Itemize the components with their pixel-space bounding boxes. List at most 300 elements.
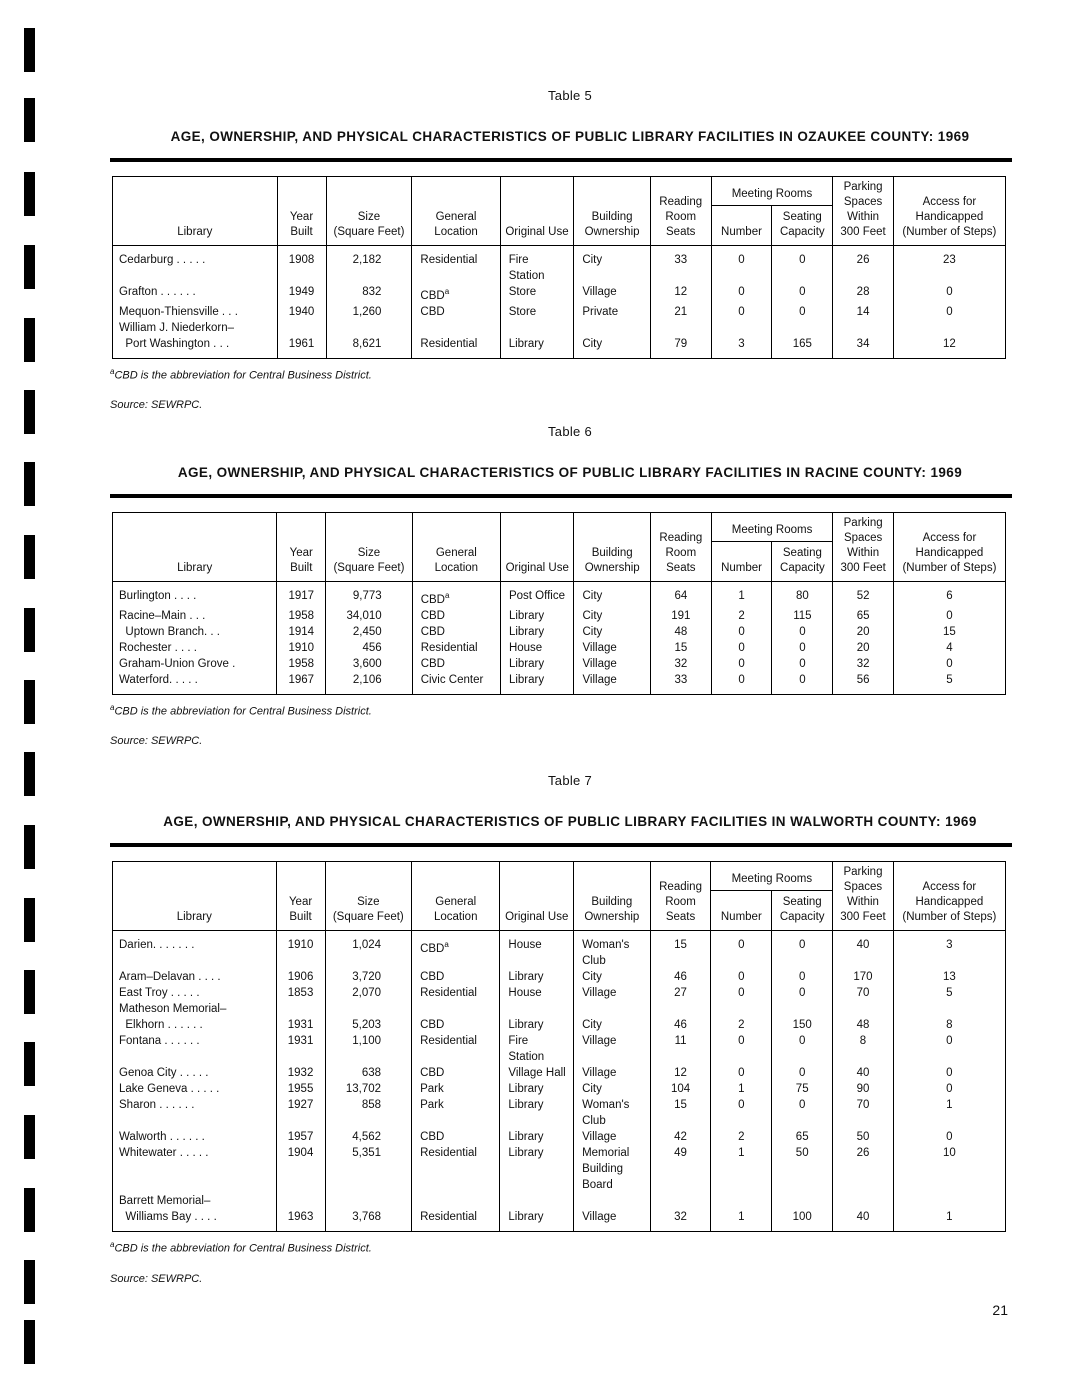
meeting-rooms-capacity: 0 <box>772 1097 833 1129</box>
binder-mark <box>24 98 35 142</box>
meeting-rooms-number: 0 <box>711 985 772 1001</box>
meeting-rooms-number: 1 <box>711 1145 772 1193</box>
library-name <box>113 284 278 304</box>
meeting-rooms-capacity: 80 <box>772 582 833 608</box>
original-use: Library <box>500 1001 574 1033</box>
table-row <box>113 1065 1006 1081</box>
general-location: Residential <box>412 246 500 285</box>
header-original-use: Original Use <box>500 862 574 931</box>
original-use: Library <box>500 1145 574 1193</box>
original-use: House <box>500 640 574 656</box>
year-built: 1949 <box>277 284 326 304</box>
header-meeting-rooms: Meeting Rooms <box>711 177 833 206</box>
original-use: House <box>500 985 574 1001</box>
library-name <box>113 624 277 640</box>
library-name-line: Genoa City . . . . . <box>119 1067 209 1079</box>
parking-spaces: 70 <box>833 1097 894 1129</box>
original-use: Library <box>500 672 574 695</box>
general-location: Residential <box>412 1193 500 1232</box>
library-name <box>113 608 277 624</box>
meeting-rooms-capacity: 0 <box>772 931 833 970</box>
size-sqft: 3,600 <box>326 656 412 672</box>
table-row <box>113 1145 1006 1193</box>
library-name-line: Williams Bay . . . . <box>119 1211 217 1223</box>
general-location: Residential <box>412 640 500 656</box>
access-steps: 12 <box>893 320 1005 359</box>
binder-mark <box>24 1260 35 1304</box>
building-ownership: Village <box>574 1193 651 1232</box>
size-sqft: 5,203 <box>325 1001 412 1033</box>
year-built: 1961 <box>277 320 326 359</box>
header-size: Size (Square Feet) <box>326 177 412 246</box>
header-meeting-number: Number <box>711 206 772 246</box>
access-steps: 1 <box>893 1193 1005 1232</box>
library-name <box>113 320 278 359</box>
meeting-rooms-capacity: 0 <box>772 640 833 656</box>
meeting-rooms-capacity: 50 <box>772 1145 833 1193</box>
footnote: $^a$CBD is the abbreviation for Central Business District. <box>110 366 372 382</box>
table-row <box>113 1081 1006 1097</box>
source-note: Source: SEWRPC. <box>110 1272 203 1285</box>
meeting-rooms-number: 0 <box>711 1033 772 1065</box>
size-sqft: 832 <box>326 284 412 304</box>
access-steps: 0 <box>893 1065 1005 1081</box>
meeting-rooms-number: 0 <box>711 246 772 285</box>
original-use: Library <box>500 1193 574 1232</box>
binder-mark <box>24 535 35 579</box>
reading-room-seats: 33 <box>650 246 711 285</box>
meeting-rooms-capacity: 0 <box>772 624 833 640</box>
library-table <box>112 512 1006 695</box>
table-row <box>113 1193 1006 1232</box>
access-steps: 6 <box>893 582 1005 608</box>
table-row <box>113 1129 1006 1145</box>
binder-mark <box>24 898 35 942</box>
general-location: CBD <box>412 1065 500 1081</box>
library-name <box>113 985 277 1001</box>
header-size: Size (Square Feet) <box>326 513 412 582</box>
header-reading-room-seats: Reading Room Seats <box>650 513 711 582</box>
table-rule <box>110 158 1012 162</box>
binder-mark <box>24 28 35 72</box>
header-original-use: Original Use <box>500 513 574 582</box>
size-sqft: 1,260 <box>326 304 412 320</box>
reading-room-seats: 21 <box>650 304 711 320</box>
original-use: Library <box>500 1097 574 1129</box>
reading-room-seats: 48 <box>650 624 711 640</box>
parking-spaces: 14 <box>833 304 893 320</box>
parking-spaces: 90 <box>833 1081 894 1097</box>
original-use: Fire Station <box>500 1033 574 1065</box>
footnote-marker: a <box>110 702 115 712</box>
meeting-rooms-number: 2 <box>711 1129 772 1145</box>
header-parking-spaces: Parking Spaces Within 300 Feet <box>833 862 894 931</box>
general-location: CBD <box>412 304 500 320</box>
building-ownership: Private <box>574 304 650 320</box>
binder-mark <box>24 970 35 1014</box>
building-ownership: Woman's Club <box>574 931 651 970</box>
library-name <box>113 1001 277 1033</box>
meeting-rooms-number: 0 <box>711 640 772 656</box>
meeting-rooms-capacity: 0 <box>772 985 833 1001</box>
parking-spaces: 26 <box>833 246 893 285</box>
library-name-line: Rochester . . . . <box>119 641 197 654</box>
table-block <box>110 424 1010 747</box>
meeting-rooms-number: 1 <box>711 1081 772 1097</box>
binder-mark <box>24 825 35 869</box>
header-meeting-capacity: Seating Capacity <box>772 542 833 582</box>
header-size: Size (Square Feet) <box>325 862 412 931</box>
building-ownership: City <box>574 246 650 285</box>
header-meeting-capacity: Seating Capacity <box>772 891 833 931</box>
header-year-built: Year Built <box>277 177 326 246</box>
meeting-rooms-capacity: 0 <box>772 672 833 695</box>
reading-room-seats: 12 <box>650 284 711 304</box>
table-row <box>113 608 1006 624</box>
access-steps: 0 <box>893 1129 1005 1145</box>
library-name-line: Whitewater . . . . . <box>119 1147 209 1159</box>
access-steps: 0 <box>893 304 1005 320</box>
parking-spaces: 34 <box>833 320 893 359</box>
building-ownership: City <box>574 969 651 985</box>
year-built: 1932 <box>276 1065 325 1081</box>
library-name <box>113 1129 277 1145</box>
access-steps: 5 <box>893 985 1005 1001</box>
binder-mark <box>24 1188 35 1232</box>
access-steps: 0 <box>893 1033 1005 1065</box>
reading-room-seats: 79 <box>650 320 711 359</box>
footnote-marker: a <box>444 591 450 600</box>
reading-room-seats: 15 <box>650 931 711 970</box>
general-location: CBD <box>412 969 500 985</box>
building-ownership: Village <box>574 656 650 672</box>
size-sqft: 638 <box>325 1065 412 1081</box>
library-name-line: Lake Geneva . . . . . <box>119 1083 220 1095</box>
size-sqft: 1,100 <box>325 1033 412 1065</box>
building-ownership: City <box>574 1081 651 1097</box>
table-row <box>113 320 1006 359</box>
library-name-line: Fontana . . . . . . <box>119 1035 200 1047</box>
header-library: Library <box>113 862 277 931</box>
size-sqft: 3,768 <box>325 1193 412 1232</box>
library-name <box>113 1033 277 1065</box>
year-built: 1853 <box>276 985 325 1001</box>
binder-mark <box>24 318 35 362</box>
year-built: 1908 <box>277 246 326 285</box>
table-title: AGE, OWNERSHIP, AND PHYSICAL CHARACTERISTICS OF PUBLIC LIBRARY FACILITIES IN OZAUKEE COUNTY: 1969 <box>170 129 970 144</box>
header-access-handicapped: Access for Handicapped (Number of Steps) <box>893 862 1005 931</box>
binder-mark <box>24 608 35 652</box>
header-parking-spaces: Parking Spaces Within 300 Feet <box>833 177 893 246</box>
library-name <box>113 1081 277 1097</box>
general-location: Civic Center <box>412 672 500 695</box>
table-number: Table 5 <box>547 88 593 103</box>
footnote-marker: a <box>110 1240 115 1249</box>
meeting-rooms-capacity: 0 <box>772 304 833 320</box>
meeting-rooms-capacity: 0 <box>772 284 833 304</box>
access-steps: 13 <box>893 969 1005 985</box>
access-steps: 15 <box>893 624 1005 640</box>
meeting-rooms-number: 2 <box>711 608 772 624</box>
meeting-rooms-capacity: 0 <box>772 246 833 285</box>
size-sqft: 9,773 <box>326 582 412 608</box>
size-sqft: 5,351 <box>325 1145 412 1193</box>
building-ownership: City <box>574 624 650 640</box>
binder-mark <box>24 752 35 796</box>
size-sqft: 456 <box>326 640 412 656</box>
reading-room-seats: 46 <box>650 969 711 985</box>
footnote-marker: a <box>110 366 115 376</box>
table-row <box>113 656 1006 672</box>
page-number: 21 <box>992 1302 1008 1318</box>
building-ownership: City <box>574 320 650 359</box>
header-library: Library <box>113 177 278 246</box>
library-name-line: Graham-Union Grove . <box>119 657 236 670</box>
library-name-line: Uptown Branch. . . <box>119 625 220 638</box>
year-built: 1914 <box>277 624 326 640</box>
meeting-rooms-capacity: 100 <box>772 1193 833 1232</box>
building-ownership: City <box>574 608 650 624</box>
parking-spaces: 70 <box>833 985 894 1001</box>
meeting-rooms-number: 2 <box>711 1001 772 1033</box>
source-note: Source: SEWRPC. <box>110 399 203 412</box>
binder-mark <box>24 680 35 724</box>
general-location: CBD <box>412 1129 500 1145</box>
parking-spaces: 56 <box>833 672 893 695</box>
parking-spaces: 32 <box>833 656 893 672</box>
reading-room-seats: 42 <box>650 1129 711 1145</box>
original-use: Library <box>500 320 574 359</box>
library-name <box>113 640 277 656</box>
general-location: Residential <box>412 1033 500 1065</box>
general-location: CBD$^a$ <box>412 931 500 970</box>
library-name-line: Walworth . . . . . . <box>119 1131 205 1143</box>
building-ownership: Village <box>574 284 650 304</box>
original-use: Library <box>500 1081 574 1097</box>
binder-mark <box>24 462 35 506</box>
table-row <box>113 304 1006 320</box>
library-name <box>113 1193 277 1232</box>
table-row <box>113 1033 1006 1065</box>
table-row <box>113 985 1006 1001</box>
parking-spaces: 50 <box>833 1129 894 1145</box>
table-title: AGE, OWNERSHIP, AND PHYSICAL CHARACTERISTICS OF PUBLIC LIBRARY FACILITIES IN WALWORTH COUNTY: 1969 <box>163 814 977 829</box>
table-row <box>113 246 1006 285</box>
table-row <box>113 1001 1006 1033</box>
year-built: 1955 <box>276 1081 325 1097</box>
table-number: Table 6 <box>547 424 593 439</box>
general-location: Residential <box>412 320 500 359</box>
reading-room-seats: 27 <box>650 985 711 1001</box>
original-use: Store <box>500 284 574 304</box>
header-reading-room-seats: Reading Room Seats <box>650 177 711 246</box>
library-name-line: Aram–Delavan . . . . <box>119 971 221 983</box>
header-meeting-capacity: Seating Capacity <box>772 206 833 246</box>
size-sqft: 1,024 <box>325 931 412 970</box>
reading-room-seats: 64 <box>650 582 711 608</box>
meeting-rooms-capacity: 0 <box>772 1065 833 1081</box>
year-built: 1910 <box>276 931 325 970</box>
building-ownership: Village <box>574 640 650 656</box>
building-ownership: City <box>574 582 650 608</box>
year-built: 1940 <box>277 304 326 320</box>
size-sqft: 2,450 <box>326 624 412 640</box>
library-name-line: Grafton . . . . . . <box>119 286 196 298</box>
header-access-handicapped: Access for Handicapped (Number of Steps) <box>893 177 1005 246</box>
table-rule <box>110 494 1012 498</box>
library-name-line: Mequon-Thiensville . . . <box>119 305 238 318</box>
original-use: Library <box>500 608 574 624</box>
original-use: Store <box>500 304 574 320</box>
building-ownership: City <box>574 1001 651 1033</box>
meeting-rooms-number: 0 <box>711 1065 772 1081</box>
table-rule <box>110 843 1012 847</box>
meeting-rooms-number: 0 <box>711 284 772 304</box>
table-row <box>113 931 1006 970</box>
footnote: $^a$CBD is the abbreviation for Central Business District. <box>110 1240 372 1255</box>
parking-spaces: 40 <box>833 931 894 970</box>
reading-room-seats: 49 <box>650 1145 711 1193</box>
size-sqft: 2,182 <box>326 246 412 285</box>
reading-room-seats: 32 <box>650 1193 711 1232</box>
source-note: Source: SEWRPC. <box>110 735 203 748</box>
library-table <box>112 176 1006 359</box>
table-number: Table 7 <box>547 773 593 788</box>
access-steps: 0 <box>893 284 1005 304</box>
building-ownership: Village <box>574 672 650 695</box>
reading-room-seats: 191 <box>650 608 711 624</box>
meeting-rooms-number: 0 <box>711 624 772 640</box>
parking-spaces: 40 <box>833 1193 894 1232</box>
size-sqft: 8,621 <box>326 320 412 359</box>
year-built: 1904 <box>276 1145 325 1193</box>
parking-spaces: 26 <box>833 1145 894 1193</box>
year-built: 1963 <box>276 1193 325 1232</box>
library-name-line: Elkhorn . . . . . . <box>119 1019 203 1031</box>
access-steps: 1 <box>893 1097 1005 1129</box>
header-building-ownership: Building Ownership <box>574 513 650 582</box>
original-use: Library <box>500 656 574 672</box>
year-built: 1958 <box>277 608 326 624</box>
header-meeting-number: Number <box>711 542 772 582</box>
general-location: Residential <box>412 1145 500 1193</box>
footnote-marker: a <box>444 940 449 949</box>
parking-spaces: 8 <box>833 1033 894 1065</box>
library-name <box>113 672 277 695</box>
general-location: Park <box>412 1081 500 1097</box>
building-ownership: Village <box>574 1033 651 1065</box>
library-name-line: William J. Niederkorn– <box>119 321 235 334</box>
year-built: 1967 <box>277 672 326 695</box>
access-steps: 4 <box>893 640 1005 656</box>
header-year-built: Year Built <box>276 862 325 931</box>
original-use: Library <box>500 1129 574 1145</box>
reading-room-seats: 12 <box>650 1065 711 1081</box>
header-access-handicapped: Access for Handicapped (Number of Steps) <box>893 513 1005 582</box>
year-built: 1957 <box>276 1129 325 1145</box>
original-use: House <box>500 931 574 970</box>
library-name-line: Matheson Memorial– <box>119 1003 227 1015</box>
binder-mark <box>24 1042 35 1086</box>
parking-spaces: 20 <box>833 640 893 656</box>
meeting-rooms-number: 1 <box>711 582 772 608</box>
library-name <box>113 1065 277 1081</box>
header-library: Library <box>113 513 277 582</box>
library-name-line: Burlington . . . . <box>119 590 197 602</box>
access-steps: 3 <box>893 931 1005 970</box>
parking-spaces: 170 <box>833 969 894 985</box>
library-name <box>113 304 278 320</box>
binder-mark <box>24 390 35 434</box>
meeting-rooms-number: 0 <box>711 1097 772 1129</box>
library-name <box>113 1097 277 1129</box>
building-ownership: Woman's Club <box>574 1097 651 1129</box>
table-block <box>110 773 1010 1285</box>
header-building-ownership: Building Ownership <box>574 862 651 931</box>
reading-room-seats: 11 <box>650 1033 711 1065</box>
library-name-line: Racine–Main . . . <box>119 609 206 622</box>
binder-mark <box>24 245 35 289</box>
meeting-rooms-number: 3 <box>711 320 772 359</box>
library-name <box>113 969 277 985</box>
table-row <box>113 1097 1006 1129</box>
header-meeting-number: Number <box>711 891 772 931</box>
parking-spaces: 40 <box>833 1065 894 1081</box>
reading-room-seats: 46 <box>650 1001 711 1033</box>
library-name <box>113 656 277 672</box>
library-name-line: Darien. . . . . . . <box>119 939 195 951</box>
meeting-rooms-number: 0 <box>711 304 772 320</box>
binder-mark <box>24 1115 35 1159</box>
library-name-line: Port Washington . . . <box>119 337 230 350</box>
table-block <box>110 88 1010 411</box>
table-row <box>113 624 1006 640</box>
library-name-line: East Troy . . . . . <box>119 987 200 999</box>
access-steps: 8 <box>893 1001 1005 1033</box>
access-steps: 10 <box>893 1145 1005 1193</box>
general-location: Park <box>412 1097 500 1129</box>
year-built: 1927 <box>276 1097 325 1129</box>
year-built: 1910 <box>277 640 326 656</box>
parking-spaces: 48 <box>833 1001 894 1033</box>
meeting-rooms-capacity: 0 <box>772 1033 833 1065</box>
meeting-rooms-number: 0 <box>711 931 772 970</box>
year-built: 1917 <box>277 582 326 608</box>
meeting-rooms-number: 0 <box>711 656 772 672</box>
general-location: CBD <box>412 624 500 640</box>
library-name-line: Waterford. . . . . <box>119 673 198 686</box>
meeting-rooms-capacity: 0 <box>772 656 833 672</box>
access-steps: 5 <box>893 672 1005 695</box>
size-sqft: 2,106 <box>326 672 412 695</box>
library-name <box>113 246 278 285</box>
reading-room-seats: 33 <box>650 672 711 695</box>
meeting-rooms-number: 0 <box>711 969 772 985</box>
header-parking-spaces: Parking Spaces Within 300 Feet <box>833 513 893 582</box>
table-row <box>113 582 1006 608</box>
footnote-marker: a <box>444 287 450 296</box>
reading-room-seats: 15 <box>650 1097 711 1129</box>
original-use: Library <box>500 969 574 985</box>
general-location: CBD <box>412 1001 500 1033</box>
reading-room-seats: 15 <box>650 640 711 656</box>
access-steps: 0 <box>893 656 1005 672</box>
header-original-use: Original Use <box>500 177 574 246</box>
general-location: CBD$^a$ <box>412 284 500 304</box>
general-location: CBD <box>412 656 500 672</box>
general-location: CBD$^a$ <box>412 582 500 608</box>
building-ownership: Village <box>574 1129 651 1145</box>
